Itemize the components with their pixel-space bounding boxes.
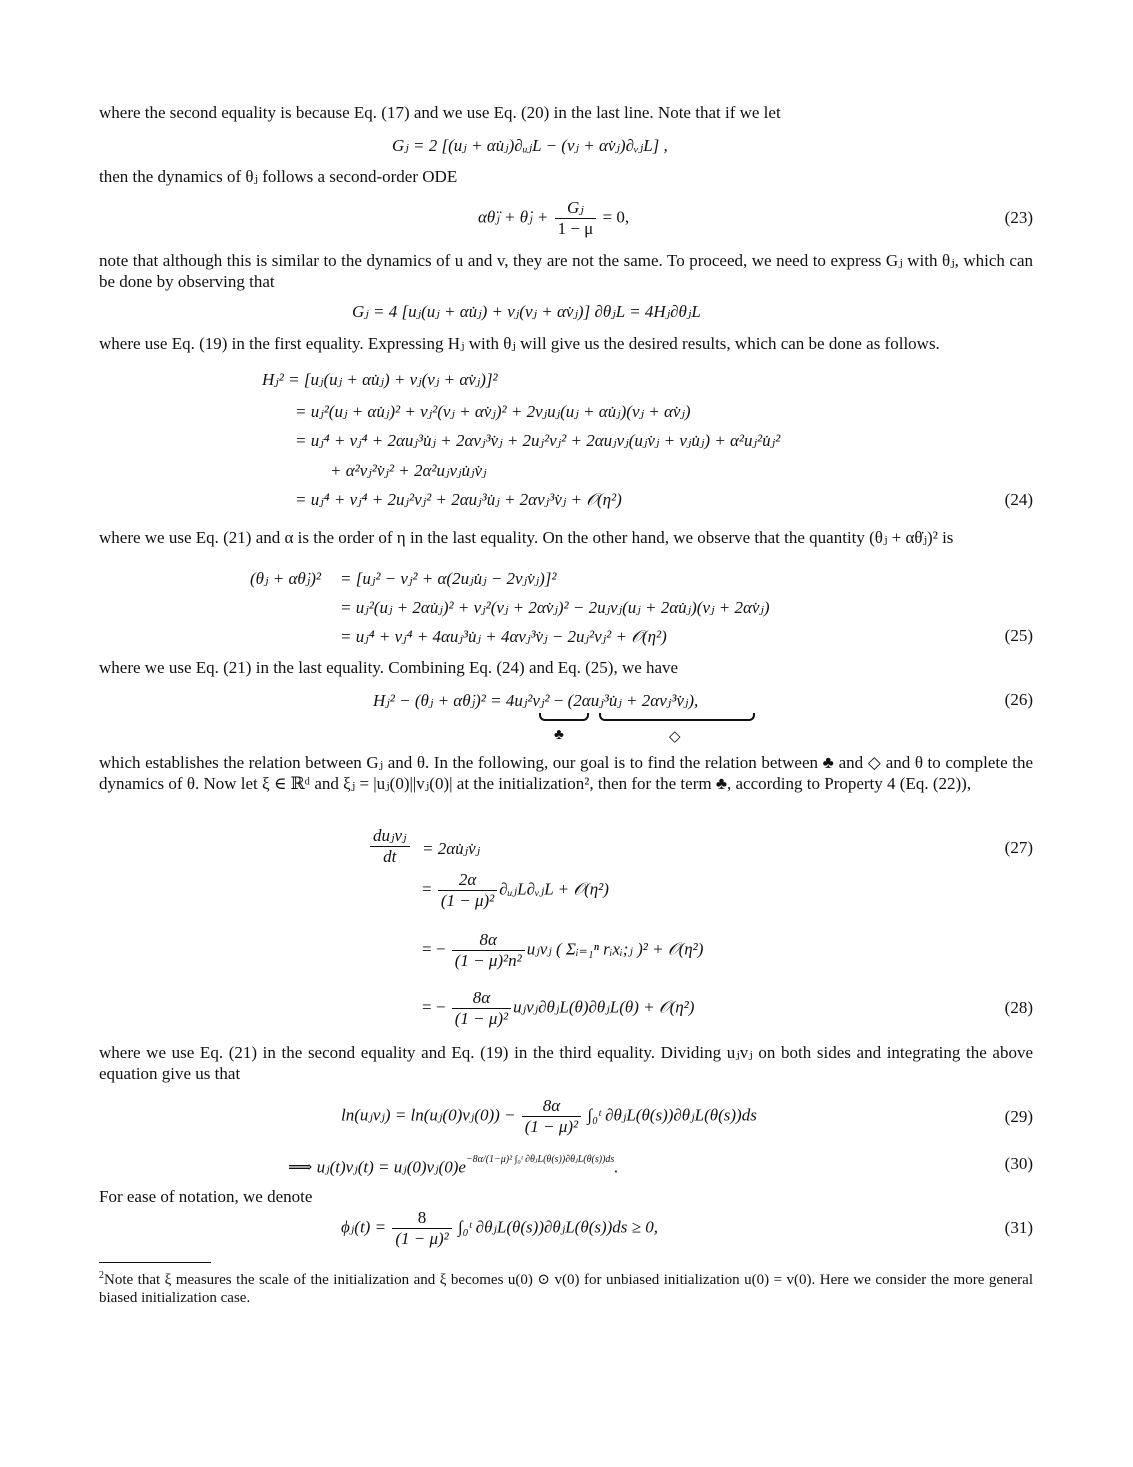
eq27-numerator: duⱼvⱼ <box>373 826 407 845</box>
equation-number-26: (26) <box>1004 690 1033 709</box>
footnote-rule <box>99 1262 211 1263</box>
footnote <box>99 1267 1033 1307</box>
footnote-text: Note that ξ measures the scale of the initialization and ξ becomes u(0) ⊙ v(0) for unbiased initialization u(0) = v(0). Here we consider the more general biased initialization case. <box>99 1272 1033 1306</box>
equation-number-27: (27) <box>1004 838 1033 857</box>
equation-number-23: (23) <box>1004 208 1033 227</box>
equation-24-line-3: = uⱼ⁴ + vⱼ⁴ + 2αuⱼ³u̇ⱼ + 2αvⱼ³v̇ⱼ + 2uⱼ²vⱼ² + 2αuⱼvⱼ(uⱼv̇ⱼ + vⱼu̇ⱼ) + α²uⱼ²u̇ⱼ² <box>295 431 781 450</box>
underbrace-diamond <box>599 713 755 721</box>
equation-29: ln(uⱼvⱼ) = ln(uⱼ(0)vⱼ(0)) − $\frac{8\alpha}{\text{(1 − μ)²}}$ ∫₀ᵗ ∂θⱼL(θ(s))∂θⱼL(θ(s))ds <box>341 1096 757 1136</box>
equation-25-line-2: = uⱼ²(uⱼ + 2αu̇ⱼ)² + vⱼ²(vⱼ + 2αv̇ⱼ)² − 2uⱼvⱼ(uⱼ + 2αu̇ⱼ)(vⱼ + 2αv̇ⱼ) <box>340 598 770 617</box>
equation-27-line-2: = $\frac{2\alpha}{\text{(1 − μ)²}}$ ∂ᵤⱼL∂ᵥⱼL + 𝒪(η²) <box>422 870 609 910</box>
equation-26 <box>373 690 698 711</box>
equation-number-29: (29) <box>1004 1107 1033 1126</box>
equation-number-30: (30) <box>1004 1154 1033 1173</box>
eq26-lhs: Hⱼ² − (θⱼ + αθ̇ⱼ)² = <box>373 691 502 710</box>
eq26-club-term: 4uⱼ²vⱼ² <box>505 691 550 710</box>
paragraph-notation: For ease of notation, we denote <box>99 1187 313 1206</box>
equation-G-definition: Gⱼ = 2 [(uⱼ + αu̇ⱼ)∂ᵤⱼL − (vⱼ + αv̇ⱼ)∂ᵥⱼL] , <box>392 136 668 155</box>
paragraph-dividing: where we use Eq. (21) in the second equality and Eq. (19) in the third equality. Dividing uⱼvⱼ on both sides and integrating the above equation give us that <box>99 1043 1033 1083</box>
equation-number-31: (31) <box>1004 1218 1033 1237</box>
paragraph-relation: which establishes the relation between Gⱼ and θ. In the following, our goal is to find the relation between ♣ and ◇ and θ to complete the dynamics of θ. Now let ξ ∈ ℝᵈ and ξⱼ = |uⱼ(0)||vⱼ(0)| at the initialization², then for the term ♣, according to Property 4 (Eq. (22)), <box>99 753 1033 793</box>
equation-23 <box>478 198 629 239</box>
paragraph-express-H: where use Eq. (19) in the first equality. Expressing Hⱼ with θⱼ will give us the desired results, which can be done as follows. <box>99 334 940 353</box>
equation-27-line-3: = − $\frac{8\alpha}{\text{(1 − μ)²n²}}$ uⱼvⱼ ( Σᵢ₌₁ⁿ rᵢxᵢ;ⱼ )² + 𝒪(η²) <box>422 930 704 970</box>
equation-28: = − $\frac{8\alpha}{\text{(1 − μ)²}}$ uⱼvⱼ∂θⱼL(θ)∂θⱼL(θ) + 𝒪(η²) <box>422 988 695 1028</box>
equation-number-28: (28) <box>1004 998 1033 1017</box>
equation-number-25: (25) <box>1004 626 1033 645</box>
equation-30: ⟹ uⱼ(t)vⱼ(t) = $uⱼ(0)vⱼ(0)e^{-8\alpha/(1-\mu)^2 \int_0ᵗ \partial\theta ⱼL(\theta(s))\partial\theta ⱼL(\theta(s))ds}$. <box>288 1154 619 1177</box>
equation-25-lhs: (θⱼ + αθ̇ⱼ)² <box>250 569 321 588</box>
equation-24-line-2: = uⱼ²(uⱼ + αu̇ⱼ)² + vⱼ²(vⱼ + αv̇ⱼ)² + 2vⱼuⱼ(uⱼ + αu̇ⱼ)(vⱼ + αv̇ⱼ) <box>295 402 691 421</box>
equation-27-line-1: = 2αu̇ⱼv̇ⱼ <box>422 839 481 858</box>
equation-31: ϕⱼ(t) = $\frac{8}{\text{(1 − μ)²}}$ ∫₀ᵗ ∂θⱼL(θ(s))∂θⱼL(θ(s))ds ≥ 0, <box>341 1208 658 1248</box>
equation-27-lhs <box>368 826 412 867</box>
paragraph-express-G: note that although this is similar to the dynamics of u and v, they are not the same. To proceed, we need to express Gⱼ with θⱼ, which can be done by observing that <box>99 251 1033 291</box>
paragraph-second-order-ode: then the dynamics of θⱼ follows a second-order ODE <box>99 167 458 186</box>
eq26-minus: − <box>553 691 564 710</box>
eq26-diamond-term: (2αuⱼ³u̇ⱼ + 2αvⱼ³v̇ⱼ), <box>567 691 699 710</box>
eq23-rhs: = 0, <box>602 207 630 227</box>
equation-25-line-1: = [uⱼ² − vⱼ² + α(2uⱼu̇ⱼ − 2vⱼv̇ⱼ)]² <box>340 569 557 588</box>
footnote-mark: 2 <box>99 1270 104 1281</box>
paragraph-intro: where the second equality is because Eq. (17) and we use Eq. (20) in the last line. Note that if we let <box>99 103 781 122</box>
paragraph-other-hand: where we use Eq. (21) and α is the order of η in the last equality. On the other hand, we observe that the quantity (θⱼ + αθ̇ⱼ)² is <box>99 528 954 547</box>
underbrace-club <box>539 713 589 721</box>
diamond-symbol-icon: ◇ <box>669 729 681 745</box>
equation-24-line-5: = uⱼ⁴ + vⱼ⁴ + 2uⱼ²vⱼ² + 2αuⱼ³u̇ⱼ + 2αvⱼ³v̇ⱼ + 𝒪(η²) <box>295 490 622 509</box>
equation-number-24: (24) <box>1004 490 1033 509</box>
equation-25-line-3: = uⱼ⁴ + vⱼ⁴ + 4αuⱼ³u̇ⱼ + 4αvⱼ³v̇ⱼ − 2uⱼ²vⱼ² + 𝒪(η²) <box>340 627 667 646</box>
eq27-denominator: dt <box>370 846 410 867</box>
eq30-exponent: −8α/(1−μ)² ∫₀ᵗ ∂θⱼL(θ(s))∂θⱼL(θ(s))ds <box>465 1154 615 1165</box>
eq23-fraction: $\frac{\text{Gⱼ}}{1 - \mu}$ <box>555 198 597 239</box>
club-symbol-icon: ♣ <box>554 727 564 743</box>
equation-G-theta: Gⱼ = 4 [uⱼ(uⱼ + αu̇ⱼ) + vⱼ(vⱼ + αv̇ⱼ)] ∂θⱼL = 4Hⱼ∂θⱼL <box>352 302 701 321</box>
equation-24-line-4: + α²vⱼ²v̇ⱼ² + 2α²uⱼvⱼu̇ⱼv̇ⱼ <box>330 461 487 480</box>
eq23-lhs: αθ̈ⱼ + θ̇ⱼ + <box>478 207 549 227</box>
equation-24-line-1: Hⱼ² = [uⱼ(uⱼ + αu̇ⱼ) + vⱼ(vⱼ + αv̇ⱼ)]² <box>262 370 498 389</box>
paragraph-combining: where we use Eq. (21) in the last equality. Combining Eq. (24) and Eq. (25), we have <box>99 658 679 677</box>
